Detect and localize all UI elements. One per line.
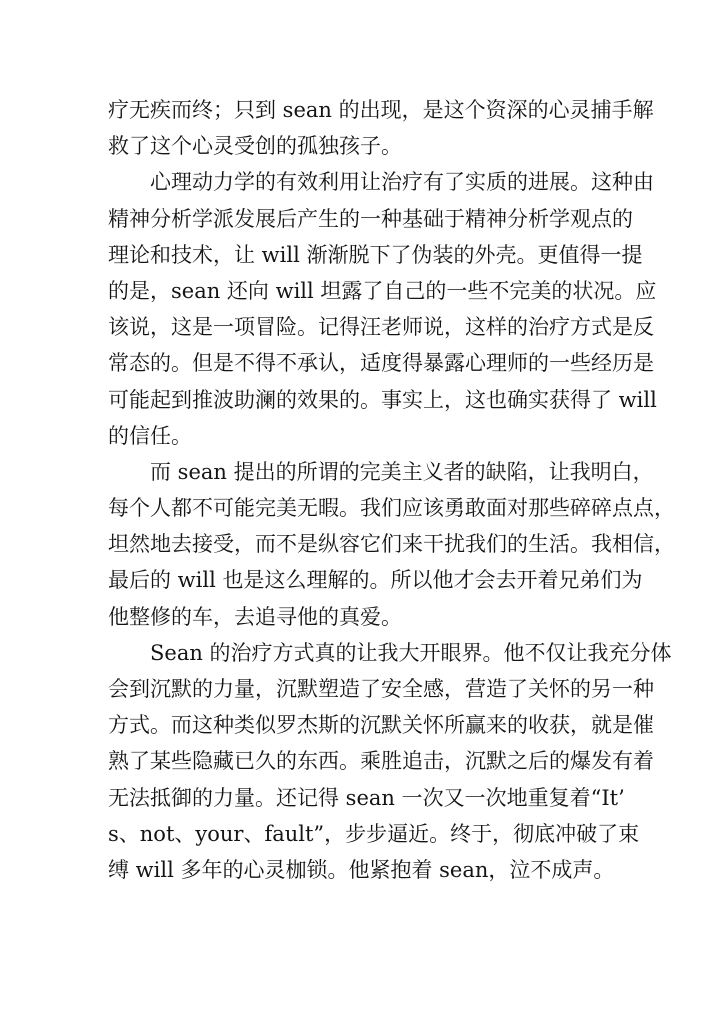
text-line: 可能起到推波助澜的效果的。事实上，这也确实获得了 will bbox=[108, 387, 657, 412]
paragraph bbox=[108, 454, 675, 635]
text-line: 常态的。但是不得不承认，适度得暴露心理师的一些经历是 bbox=[108, 351, 654, 376]
text-line: 最后的 will 也是这么理解的。所以他才会去开着兄弟们为 bbox=[108, 568, 643, 593]
text-line: 会到沉默的力量，沉默塑造了安全感，营造了关怀的另一种 bbox=[108, 677, 654, 701]
text-line: 理论和技术，让 will 渐渐脱下了伪装的外壳。更值得一提 bbox=[108, 242, 643, 267]
text-line: 该说，这是一项冒险。记得汪老师说，这样的治疗方式是反 bbox=[108, 315, 654, 340]
text-line: 精神分析学派发展后产生的一种基础于精神分析学观点的 bbox=[108, 206, 633, 231]
text-line: s、not、your、fault”，步步逼近。终于，彻底冲破了束 bbox=[108, 821, 640, 846]
paragraph bbox=[108, 92, 654, 164]
text-line: 的是，sean 还向 will 坦露了自己的一些不完美的状况。应 bbox=[108, 278, 657, 303]
text-line: 救了这个心灵受创的孤独孩子。 bbox=[108, 134, 402, 159]
text-line: 他整修的车，去追寻他的真爱。 bbox=[108, 604, 402, 629]
text-line: 每个人都不可能完美无暇。我们应该勇敢面对那些碎碎点点， bbox=[108, 496, 675, 521]
text-line: 缚 will 多年的心灵枷锁。他紧抱着 sean，泣不成声。 bbox=[108, 857, 615, 882]
document-body bbox=[108, 92, 675, 888]
text-line: 疗无疾而终；只到 sean 的出现，是这个资深的心灵捕手解 bbox=[108, 98, 654, 122]
text-line: 无法抵御的力量。还记得 sean 一次又一次地重复着“It’ bbox=[108, 785, 625, 810]
text-line: 的信任。 bbox=[108, 423, 192, 448]
text-line: 心理动力学的有效利用让治疗有了实质的进展。这种由 bbox=[150, 170, 654, 195]
paragraph bbox=[108, 635, 672, 888]
text-line: 方式。而这种类似罗杰斯的沉默关怀所赢来的收获，就是催 bbox=[108, 713, 654, 738]
paragraph bbox=[108, 164, 657, 454]
text-line: 坦然地去接受，而不是纵容它们来干扰我们的生活。我相信， bbox=[108, 532, 675, 557]
text-line: 而 sean 提出的所谓的完美主义者的缺陷，让我明白， bbox=[150, 459, 654, 484]
text-line: 熟了某些隐藏已久的东西。乘胜追击，沉默之后的爆发有着 bbox=[108, 749, 654, 774]
text-line: Sean 的治疗方式真的让我大开眼界。他不仅让我充分体 bbox=[150, 640, 672, 665]
